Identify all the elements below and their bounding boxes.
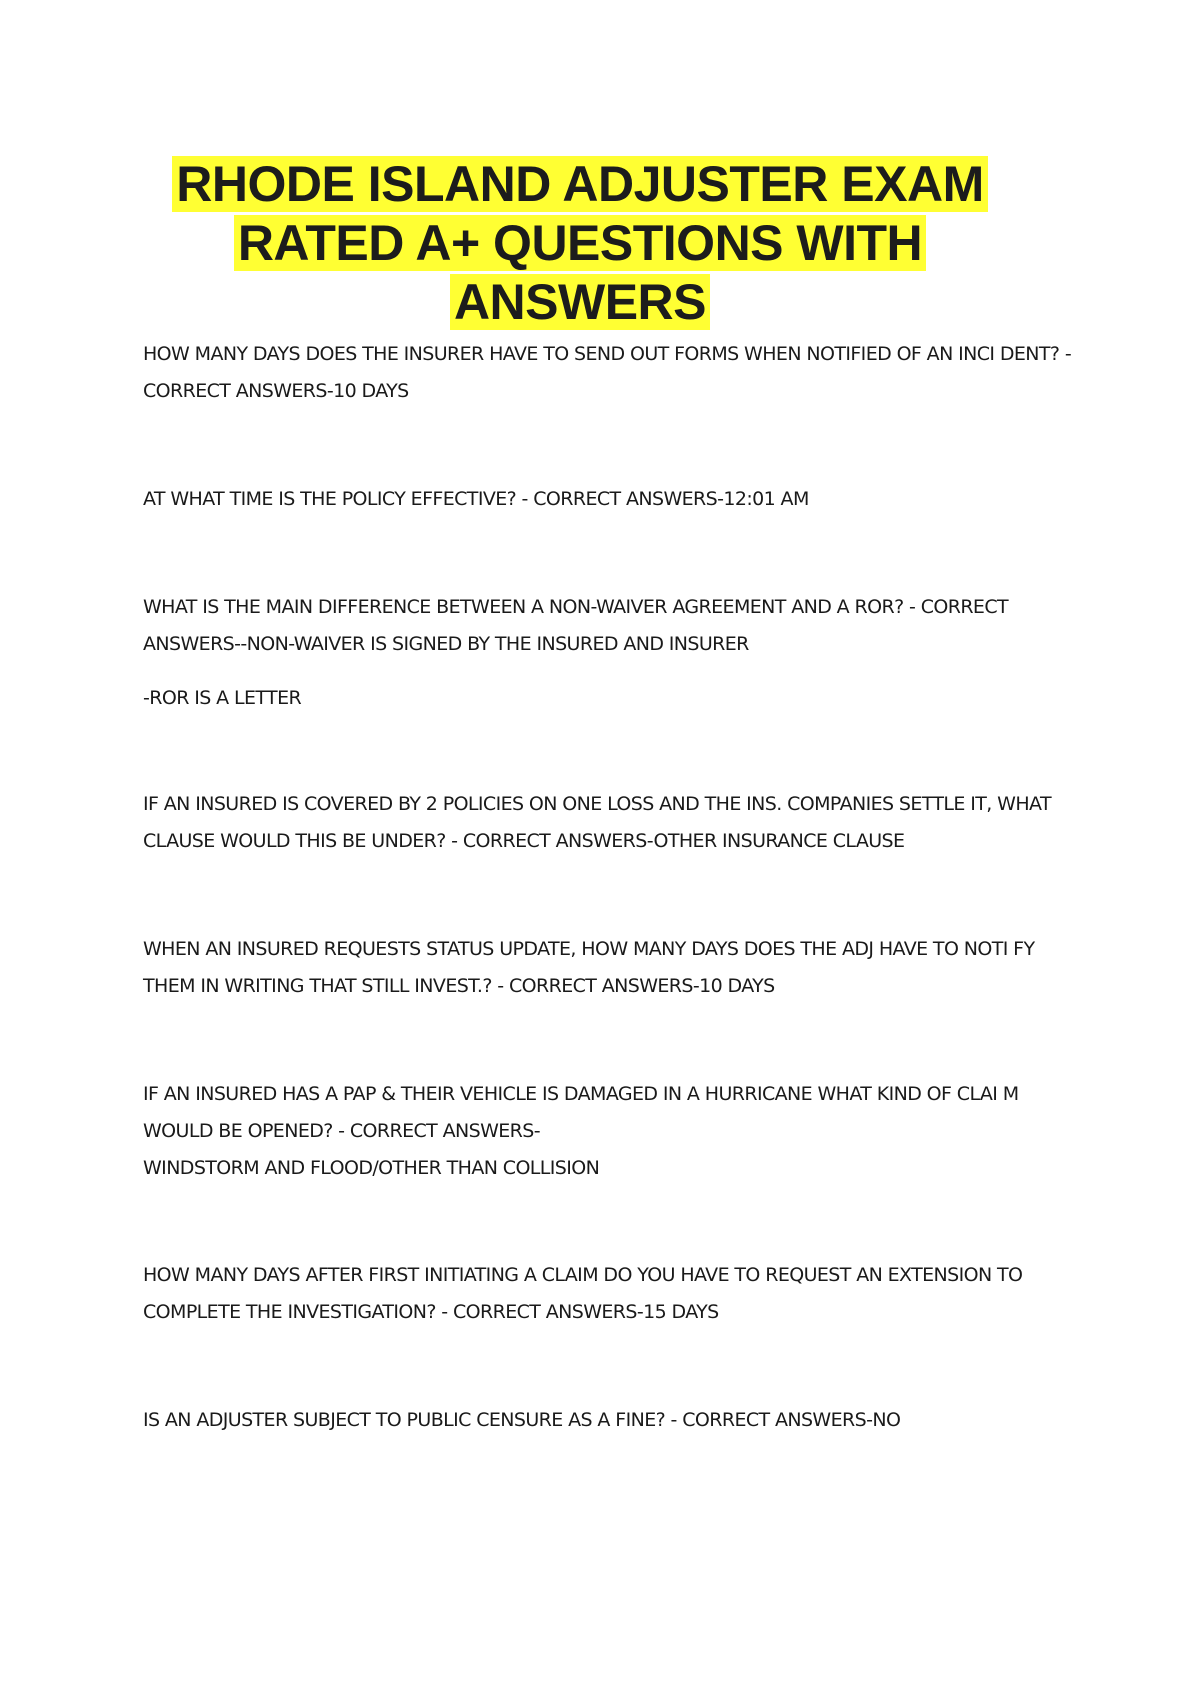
qa-item-3 [143, 589, 1073, 717]
qa-extra: WINDSTORM AND FLOOD/OTHER THAN COLLISION [143, 1157, 600, 1179]
qa-text: IF AN INSURED HAS A PAP & THEIR VEHICLE IS DAMAGED IN A HURRICANE WHAT KIND OF CLAI M WOULD BE OPENED? - CORRECT ANSWERS- [143, 1083, 1019, 1142]
qa-text: HOW MANY DAYS DOES THE INSURER HAVE TO SEND OUT FORMS WHEN NOTIFIED OF AN INCI DENT? - CORRECT ANSWERS-10 DAYS [143, 343, 1072, 402]
qa-extra: -ROR IS A LETTER [143, 687, 302, 709]
qa-item-8 [143, 1402, 1073, 1439]
qa-item-6 [143, 1076, 1073, 1187]
document-title: RHODE ISLAND ADJUSTER EXAM RATED A+ QUESTIONS WITH ANSWERS [172, 156, 987, 330]
qa-item-7 [143, 1257, 1073, 1331]
qa-text: WHEN AN INSURED REQUESTS STATUS UPDATE, HOW MANY DAYS DOES THE ADJ HAVE TO NOTI FY THEM IN WRITING THAT STILL INVEST.? - CORRECT ANSWERS-10 DAYS [143, 938, 1035, 997]
qa-item-1 [143, 336, 1073, 410]
qa-text: WHAT IS THE MAIN DIFFERENCE BETWEEN A NON-WAIVER AGREEMENT AND A ROR? - CORRECT ANSWERS--NON-WAIVER IS SIGNED BY THE INSURED AND INSURER [143, 596, 1008, 655]
qa-item-5 [143, 931, 1073, 1005]
qa-text: IF AN INSURED IS COVERED BY 2 POLICIES ON ONE LOSS AND THE INS. COMPANIES SETTLE IT, WHAT CLAUSE WOULD THIS BE UNDER? - CORRECT ANSWERS-OTHER INSURANCE CLAUSE [143, 793, 1051, 852]
document-title-block [130, 155, 1030, 332]
qa-item-2 [143, 481, 1073, 518]
qa-text: HOW MANY DAYS AFTER FIRST INITIATING A CLAIM DO YOU HAVE TO REQUEST AN EXTENSION TO COMPLETE THE INVESTIGATION? - CORRECT ANSWERS-15 DAYS [143, 1264, 1023, 1323]
qa-text: AT WHAT TIME IS THE POLICY EFFECTIVE? - CORRECT ANSWERS-12:01 AM [143, 488, 809, 510]
qa-item-4 [143, 786, 1073, 860]
qa-text: IS AN ADJUSTER SUBJECT TO PUBLIC CENSURE AS A FINE? - CORRECT ANSWERS-NO [143, 1409, 901, 1431]
